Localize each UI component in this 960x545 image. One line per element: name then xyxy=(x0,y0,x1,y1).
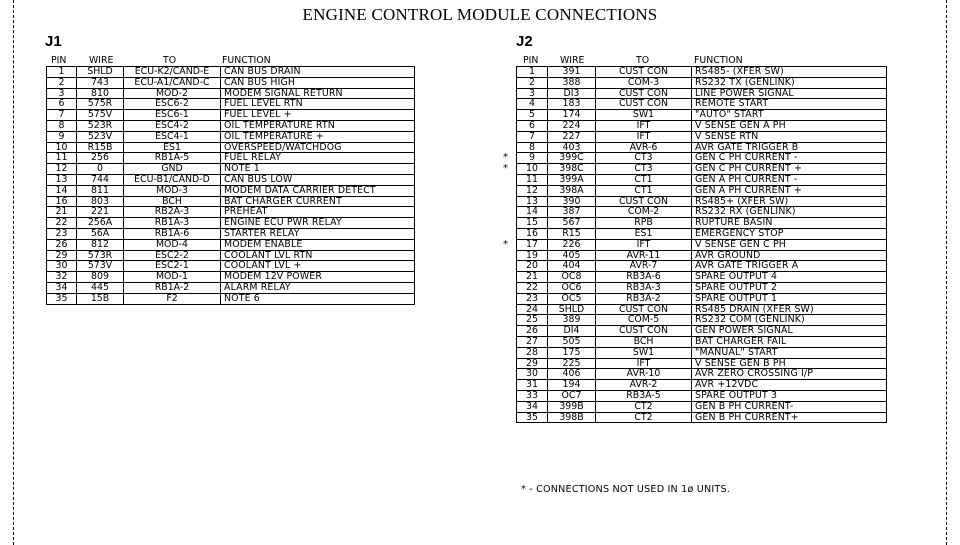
j1-row xyxy=(47,294,414,305)
j2-cell-to: RB3A-5 xyxy=(596,391,692,401)
j2-cell-pin: 25 xyxy=(517,315,548,325)
j1-cell-function: ALARM RELAY xyxy=(224,282,291,293)
j1-cell-to: ESC6-1 xyxy=(124,110,221,120)
j1-cell-pin: 8 xyxy=(47,121,77,131)
j1-cell-wire: 523R xyxy=(77,121,124,131)
j2-row xyxy=(517,99,886,110)
j1-row xyxy=(47,240,414,251)
j1-cell-to: ESC4-2 xyxy=(124,121,221,131)
j2-cell-function: GEN B PH CURRENT- xyxy=(695,401,794,412)
j1-cell-pin: 35 xyxy=(47,294,77,304)
j1-label: J1 xyxy=(45,33,62,50)
j2-cell-wire: 399A xyxy=(548,175,596,185)
j2-cell-pin: 3 xyxy=(517,89,548,99)
j2-unused-marker: * xyxy=(503,153,508,164)
j2-cell-to: CUST CON xyxy=(596,89,692,99)
j2-cell-wire: 227 xyxy=(548,132,596,142)
j1-grid xyxy=(46,66,415,305)
j2-cell-to: CT3 xyxy=(596,153,692,163)
j1-cell-to: RB1A-2 xyxy=(124,283,221,293)
j1-cell-wire: 743 xyxy=(77,78,124,88)
j2-header-row xyxy=(516,54,887,66)
j1-row xyxy=(47,110,414,121)
j1-cell-function: PREHEAT xyxy=(224,207,268,218)
j2-header-wire: WIRE xyxy=(560,55,585,66)
j2-cell-wire: 174 xyxy=(548,110,596,120)
j1-cell-wire: 256 xyxy=(77,153,124,163)
j2-cell-wire: DI3 xyxy=(548,89,596,99)
j2-row xyxy=(503,239,886,251)
j2-cell-function: LINE POWER SIGNAL xyxy=(695,88,794,99)
j1-cell-wire: 573R xyxy=(77,251,124,261)
j2-cell-function: GEN A PH CURRENT - xyxy=(695,174,798,185)
j2-cell-function: GEN B PH CURRENT+ xyxy=(695,412,799,423)
j2-cell-to: RB3A-3 xyxy=(596,283,692,293)
j2-cell-function: V SENSE GEN B PH xyxy=(695,358,786,369)
j1-row xyxy=(47,78,414,89)
j1-cell-pin: 21 xyxy=(47,207,77,217)
j1-cell-wire: R15B xyxy=(77,143,124,153)
j2-cell-to: RB3A-6 xyxy=(596,272,692,282)
j2-cell-wire: 388 xyxy=(548,78,596,88)
j2-cell-function: RS485+ (XFER SW) xyxy=(695,196,789,207)
j2-cell-pin: 31 xyxy=(517,380,548,390)
j1-row xyxy=(47,272,414,283)
j1-cell-to: ESC4-1 xyxy=(124,132,221,142)
j2-cell-function: GEN C PH CURRENT - xyxy=(695,153,798,164)
j1-cell-to: RB1A-3 xyxy=(124,218,221,228)
j2-cell-to: CUST CON xyxy=(596,67,692,77)
j2-row xyxy=(517,78,886,89)
j1-row xyxy=(47,207,414,218)
j2-cell-to: AVR-11 xyxy=(596,251,692,261)
j2-cell-to: IFT xyxy=(596,121,692,131)
j2-row xyxy=(517,348,886,359)
j2-cell-function: RS232 RX (GENLINK) xyxy=(695,207,796,218)
j2-cell-to: RB3A-2 xyxy=(596,294,692,304)
j1-row xyxy=(47,143,414,154)
j2-cell-wire: 398B xyxy=(548,413,596,423)
j1-row xyxy=(47,197,414,208)
j2-row xyxy=(517,175,886,186)
j2-cell-wire: 387 xyxy=(548,207,596,217)
j2-cell-to: SW1 xyxy=(596,110,692,120)
j1-cell-to: RB2A-3 xyxy=(124,207,221,217)
j1-cell-wire: 15B xyxy=(77,294,124,304)
j2-cell-wire: 391 xyxy=(548,67,596,77)
j1-cell-pin: 9 xyxy=(47,132,77,142)
j2-cell-wire: 225 xyxy=(548,359,596,369)
j2-cell-wire: 505 xyxy=(548,337,596,347)
j2-cell-pin: 5 xyxy=(517,110,548,120)
j2-row xyxy=(517,207,886,218)
j1-cell-pin: 7 xyxy=(47,110,77,120)
j2-cell-to: AVR-6 xyxy=(596,143,692,153)
j2-cell-wire: 224 xyxy=(548,121,596,131)
j1-cell-pin: 12 xyxy=(47,164,77,174)
j2-cell-to: BCH xyxy=(596,337,692,347)
j2-cell-function: AVR +12VDC xyxy=(695,380,759,390)
j1-cell-function: NOTE 6 xyxy=(224,293,260,304)
j1-cell-function: MODEM DATA CARRIER DETECT xyxy=(224,185,376,196)
j1-cell-pin: 10 xyxy=(47,143,77,153)
j2-cell-pin: 33 xyxy=(517,391,548,401)
j1-cell-wire: SHLD xyxy=(77,67,124,77)
j1-cell-function: COOLANT LVL + xyxy=(224,261,302,272)
j2-cell-to: CT2 xyxy=(596,413,692,423)
j1-cell-wire: 809 xyxy=(77,272,124,282)
j2-cell-pin: 29 xyxy=(517,359,548,369)
j1-cell-function: FUEL RELAY xyxy=(224,153,282,164)
j1-cell-pin: 11 xyxy=(47,153,77,163)
j1-cell-pin: 32 xyxy=(47,272,77,282)
j1-table xyxy=(46,54,415,305)
j1-cell-to: ESC2-2 xyxy=(124,251,221,261)
j2-cell-function: AVR GROUND xyxy=(695,250,761,261)
j2-row xyxy=(517,251,886,262)
j2-table xyxy=(503,54,887,423)
j2-cell-pin: 10 xyxy=(517,164,548,174)
j2-cell-pin: 2 xyxy=(517,78,548,88)
j1-header-pin: PIN xyxy=(51,55,67,66)
j1-cell-to: F2 xyxy=(124,294,221,304)
j2-cell-to: IFT xyxy=(596,359,692,369)
j1-cell-function: FUEL LEVEL RTN xyxy=(224,99,303,110)
j1-cell-function: COOLANT LVL RTN xyxy=(224,250,313,261)
j1-cell-pin: 29 xyxy=(47,251,77,261)
j2-cell-pin: 30 xyxy=(517,369,548,379)
j1-row xyxy=(47,67,414,78)
j2-row xyxy=(517,391,886,402)
j1-cell-wire: 812 xyxy=(77,240,124,250)
j2-cell-function: BAT CHARGER FAIL xyxy=(695,336,787,347)
j1-cell-wire: 744 xyxy=(77,175,124,185)
j1-cell-to: RB1A-5 xyxy=(124,153,221,163)
j2-cell-pin: 12 xyxy=(517,186,548,196)
j2-cell-pin: 14 xyxy=(517,207,548,217)
j2-cell-function: V SENSE GEN A PH xyxy=(695,120,786,131)
j2-cell-to: ES1 xyxy=(596,229,692,239)
j2-cell-wire: 567 xyxy=(548,218,596,228)
j2-cell-pin: 17 xyxy=(517,240,548,250)
j2-cell-wire: 183 xyxy=(548,99,596,109)
j2-cell-function: "AUTO" START xyxy=(695,110,764,120)
j2-cell-function: GEN POWER SIGNAL xyxy=(695,326,793,336)
j1-cell-to: MOD-2 xyxy=(124,89,221,99)
j2-cell-wire: 398C xyxy=(548,164,596,174)
j2-cell-wire: 398A xyxy=(548,186,596,196)
j2-cell-to: SW1 xyxy=(596,348,692,358)
j2-cell-pin: 7 xyxy=(517,132,548,142)
j2-cell-pin: 19 xyxy=(517,251,548,261)
j1-row xyxy=(47,164,414,175)
j2-row xyxy=(517,337,886,348)
j2-header-function: FUNCTION xyxy=(694,55,743,66)
j1-row xyxy=(47,89,414,100)
j1-row xyxy=(47,132,414,143)
j2-cell-function: RS485- (XFER SW) xyxy=(695,67,784,77)
j2-row xyxy=(517,132,886,143)
j1-cell-pin: 34 xyxy=(47,283,77,293)
j2-cell-wire: DI4 xyxy=(548,326,596,336)
j2-cell-pin: 1 xyxy=(517,67,548,77)
j2-row xyxy=(517,143,886,154)
j2-cell-pin: 6 xyxy=(517,121,548,131)
j2-cell-to: AVR-2 xyxy=(596,380,692,390)
j2-row xyxy=(517,315,886,326)
j2-row xyxy=(517,402,886,413)
j1-row xyxy=(47,218,414,229)
j2-cell-function: RS485 DRAIN (XFER SW) xyxy=(695,304,814,315)
j2-cell-function: RS232 TX (GENLINK) xyxy=(695,77,795,88)
j2-cell-pin: 24 xyxy=(517,305,548,315)
j2-cell-wire: 194 xyxy=(548,380,596,390)
j1-cell-wire: 573V xyxy=(77,261,124,271)
j1-cell-wire: 575R xyxy=(77,99,124,109)
j2-unused-marker: * xyxy=(503,164,508,174)
j2-row xyxy=(517,121,886,132)
j1-cell-to: ESC6-2 xyxy=(124,99,221,109)
j2-cell-pin: 13 xyxy=(517,197,548,207)
j1-cell-to: MOD-4 xyxy=(124,240,221,250)
j1-row xyxy=(47,175,414,186)
j2-cell-pin: 27 xyxy=(517,337,548,347)
j2-row xyxy=(517,283,886,294)
j1-cell-function: MODEM ENABLE xyxy=(224,239,303,250)
j2-row xyxy=(517,413,886,424)
j2-row xyxy=(517,359,886,370)
j1-cell-function: CAN BUS HIGH xyxy=(224,77,296,88)
j1-cell-pin: 26 xyxy=(47,240,77,250)
j2-cell-pin: 23 xyxy=(517,294,548,304)
j2-cell-wire: SHLD xyxy=(548,305,596,315)
j2-row xyxy=(517,380,886,391)
j1-cell-wire: 575V xyxy=(77,110,124,120)
j2-cell-wire: 404 xyxy=(548,261,596,271)
j2-header-to: TO xyxy=(636,55,650,66)
j1-cell-function: NOTE 1 xyxy=(224,164,260,174)
j2-cell-wire: 390 xyxy=(548,197,596,207)
j2-cell-to: COM-5 xyxy=(596,315,692,325)
j2-cell-to: COM-2 xyxy=(596,207,692,217)
j2-cell-function: AVR ZERO CROSSING I/P xyxy=(695,369,814,380)
j2-cell-pin: 22 xyxy=(517,283,548,293)
j2-cell-to: AVR-10 xyxy=(596,369,692,379)
j1-cell-function: CAN BUS LOW xyxy=(224,174,293,185)
j2-cell-to: AVR-7 xyxy=(596,261,692,271)
j1-row xyxy=(47,121,414,132)
j2-label: J2 xyxy=(516,33,533,50)
j2-row xyxy=(517,229,886,240)
j1-row xyxy=(47,229,414,240)
j1-row xyxy=(47,283,414,294)
j1-cell-pin: 2 xyxy=(47,78,77,88)
j1-cell-function: MODEM SIGNAL RETURN xyxy=(224,88,343,99)
j1-cell-pin: 13 xyxy=(47,175,77,185)
j1-cell-wire: 256A xyxy=(77,218,124,228)
j2-cell-to: CUST CON xyxy=(596,197,692,207)
j2-cell-pin: 9 xyxy=(517,153,548,163)
j2-header-pin: PIN xyxy=(523,55,539,66)
j2-cell-wire: 406 xyxy=(548,369,596,379)
j1-cell-to: ECU-B1/CAND-D xyxy=(124,175,221,185)
j2-cell-pin: 20 xyxy=(517,261,548,271)
j1-cell-to: ECU-A1/CAND-C xyxy=(124,78,221,88)
page-border-right xyxy=(946,0,947,545)
j2-cell-pin: 21 xyxy=(517,272,548,282)
j2-cell-wire: 175 xyxy=(548,348,596,358)
j2-cell-wire: 389 xyxy=(548,315,596,325)
j1-cell-function: OVERSPEED/WATCHDOG xyxy=(224,142,342,153)
j1-cell-pin: 22 xyxy=(47,218,77,228)
j2-row xyxy=(517,110,886,121)
j2-row xyxy=(503,153,886,164)
j1-cell-to: BCH xyxy=(124,197,221,207)
j2-cell-wire: OC5 xyxy=(548,294,596,304)
j2-cell-wire: 226 xyxy=(548,240,596,250)
j2-row xyxy=(517,272,886,283)
j2-cell-function: "MANUAL" START xyxy=(695,347,778,358)
j2-cell-to: CUST CON xyxy=(596,326,692,336)
j1-cell-to: ESC2-1 xyxy=(124,261,221,271)
j2-cell-function: AVR GATE TRIGGER B xyxy=(695,142,799,153)
j2-cell-to: CUST CON xyxy=(596,305,692,315)
j1-cell-to: MOD-3 xyxy=(124,186,221,196)
j2-cell-pin: 8 xyxy=(517,143,548,153)
j2-cell-wire: 399B xyxy=(548,402,596,412)
j1-cell-pin: 14 xyxy=(47,186,77,196)
j1-cell-to: RB1A-6 xyxy=(124,229,221,239)
j2-cell-to: CT1 xyxy=(596,175,692,185)
j2-cell-pin: 26 xyxy=(517,326,548,336)
j1-cell-pin: 3 xyxy=(47,89,77,99)
j2-row xyxy=(517,369,886,380)
j2-row xyxy=(517,89,886,100)
footnote: * - CONNECTIONS NOT USED IN 1ø UNITS. xyxy=(521,484,731,495)
j1-row xyxy=(47,99,414,110)
j2-cell-to: CT2 xyxy=(596,402,692,412)
j1-cell-pin: 16 xyxy=(47,197,77,207)
j1-header-function: FUNCTION xyxy=(222,55,271,66)
j2-row xyxy=(517,294,886,305)
j2-row xyxy=(517,67,886,78)
j2-cell-pin: 28 xyxy=(517,348,548,358)
j2-cell-function: SPARE OUTPUT 2 xyxy=(695,282,778,293)
j2-cell-wire: 399C xyxy=(548,153,596,163)
j2-cell-function: V SENSE GEN C PH xyxy=(695,239,786,250)
j1-row xyxy=(47,186,414,197)
j1-cell-wire: 56A xyxy=(77,229,124,239)
j1-row xyxy=(47,261,414,272)
j1-cell-function: OIL TEMPERATURE + xyxy=(224,131,324,142)
j2-row xyxy=(517,305,886,316)
j2-cell-pin: 15 xyxy=(517,218,548,228)
j1-row xyxy=(47,251,414,262)
j1-cell-pin: 23 xyxy=(47,229,77,239)
j2-row xyxy=(517,218,886,229)
page-title: ENGINE CONTROL MODULE CONNECTIONS xyxy=(302,5,658,24)
j2-cell-wire: 403 xyxy=(548,143,596,153)
j2-row xyxy=(517,197,886,208)
j2-row xyxy=(503,164,886,175)
j1-cell-wire: 803 xyxy=(77,197,124,207)
j1-header-to: TO xyxy=(163,55,177,66)
j1-cell-wire: 0 xyxy=(77,164,124,174)
j2-cell-to: COM-3 xyxy=(596,78,692,88)
j1-cell-to: MOD-1 xyxy=(124,272,221,282)
j1-cell-function: MODEM 12V POWER xyxy=(224,272,322,282)
page-border-left xyxy=(13,0,14,545)
j2-cell-wire: OC8 xyxy=(548,272,596,282)
j2-cell-wire: 405 xyxy=(548,251,596,261)
j2-grid xyxy=(503,66,887,423)
j1-cell-pin: 30 xyxy=(47,261,77,271)
j1-cell-wire: 811 xyxy=(77,186,124,196)
j2-unused-marker: * xyxy=(503,239,508,250)
j1-cell-pin: 6 xyxy=(47,99,77,109)
j2-cell-function: GEN A PH CURRENT + xyxy=(695,185,802,196)
j2-cell-function: SPARE OUTPUT 4 xyxy=(695,272,778,282)
j2-row xyxy=(517,261,886,272)
j2-cell-function: RS232 COM (GENLINK) xyxy=(695,315,805,326)
j1-header-wire: WIRE xyxy=(89,55,114,66)
j1-row xyxy=(47,153,414,164)
j1-header-row xyxy=(46,54,415,66)
j2-row xyxy=(517,186,886,197)
j1-cell-wire: 221 xyxy=(77,207,124,217)
j2-cell-function: REMOTE START xyxy=(695,99,769,110)
j1-cell-to: ECU-K2/CAND-E xyxy=(124,67,221,77)
j1-cell-wire: 523V xyxy=(77,132,124,142)
j1-cell-function: FUEL LEVEL + xyxy=(224,110,292,120)
j2-cell-pin: 34 xyxy=(517,402,548,412)
j2-cell-function: RUPTURE BASIN xyxy=(695,218,773,228)
j2-cell-pin: 4 xyxy=(517,99,548,109)
j1-cell-to: ES1 xyxy=(124,143,221,153)
j2-cell-pin: 35 xyxy=(517,413,548,423)
j2-cell-function: SPARE OUTPUT 1 xyxy=(695,293,778,304)
j2-cell-function: V SENSE RTN xyxy=(695,131,759,142)
j2-cell-to: RPB xyxy=(596,218,692,228)
j2-cell-function: GEN C PH CURRENT + xyxy=(695,164,803,174)
j2-cell-pin: 16 xyxy=(517,229,548,239)
j1-cell-wire: 445 xyxy=(77,283,124,293)
j2-cell-wire: OC6 xyxy=(548,283,596,293)
j2-cell-function: AVR GATE TRIGGER A xyxy=(695,261,799,272)
j1-cell-pin: 1 xyxy=(47,67,77,77)
j1-cell-function: BAT CHARGER CURRENT xyxy=(224,196,342,207)
j2-cell-wire: OC7 xyxy=(548,391,596,401)
j2-cell-wire: R15 xyxy=(548,229,596,239)
j2-cell-to: CT3 xyxy=(596,164,692,174)
j1-cell-to: GND xyxy=(124,164,221,174)
j2-cell-function: EMERGENCY STOP xyxy=(695,228,784,239)
j2-cell-pin: 11 xyxy=(517,175,548,185)
j2-cell-to: CT1 xyxy=(596,186,692,196)
j1-cell-function: CAN BUS DRAIN xyxy=(224,67,301,77)
j2-cell-function: SPARE OUTPUT 3 xyxy=(695,390,778,401)
j2-cell-to: IFT xyxy=(596,132,692,142)
j2-cell-to: CUST CON xyxy=(596,99,692,109)
j1-cell-function: STARTER RELAY xyxy=(224,228,300,239)
j1-cell-function: ENGINE ECU PWR RELAY xyxy=(224,218,342,228)
j1-cell-function: OIL TEMPERATURE RTN xyxy=(224,120,335,131)
j2-cell-to: IFT xyxy=(596,240,692,250)
j2-row xyxy=(517,326,886,337)
j1-cell-wire: 810 xyxy=(77,89,124,99)
